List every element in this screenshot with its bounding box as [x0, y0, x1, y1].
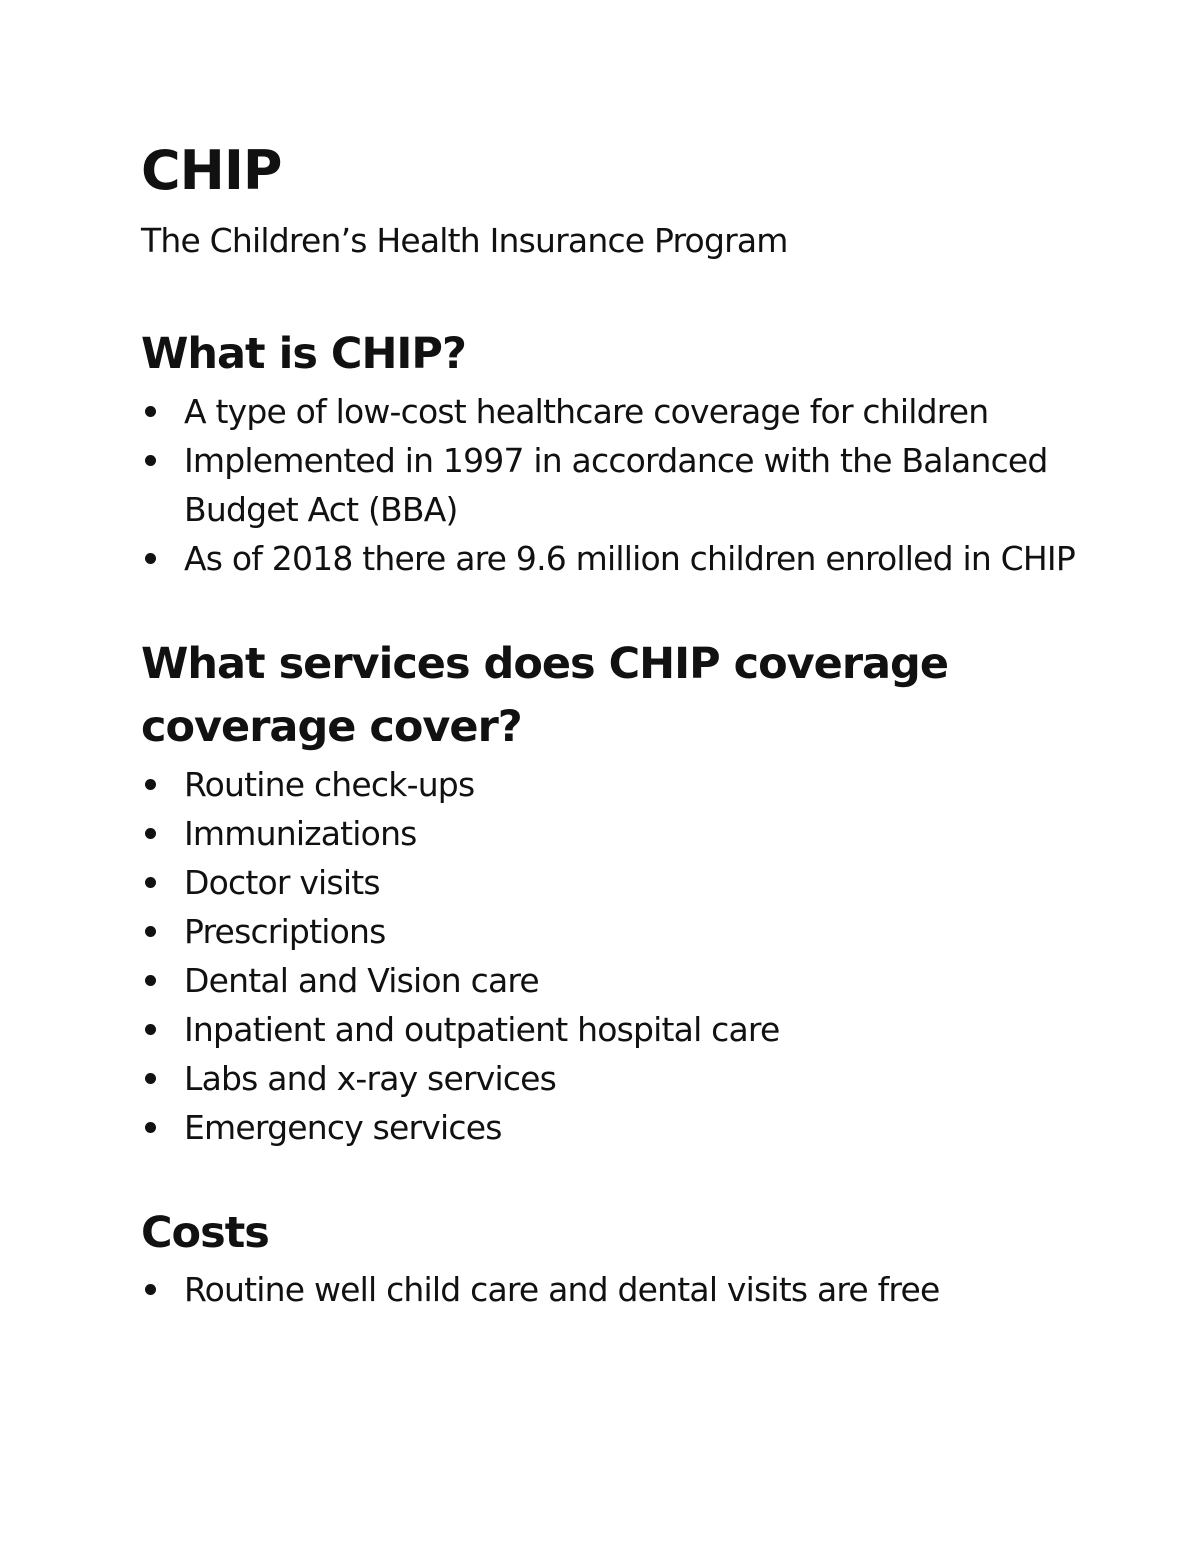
section-services [141, 633, 1081, 1152]
document-title: CHIP [141, 139, 282, 202]
list-item: Labs and x-ray services [141, 1054, 1081, 1103]
section-heading: What is CHIP? [141, 328, 466, 379]
list-item: Dental and Vision care [141, 956, 1081, 1005]
document-subtitle: The Children’s Health Insurance Program [141, 221, 788, 261]
section-heading: Costs [141, 1207, 269, 1258]
list-item: Prescriptions [141, 907, 1081, 956]
section-costs [141, 1202, 1081, 1315]
list-item: Emergency services [141, 1103, 1081, 1152]
list-item: Routine well child care and dental visits are free [141, 1265, 1081, 1314]
list-item: A type of low-cost healthcare coverage for children [141, 387, 1081, 436]
bullet-list [141, 1265, 1081, 1314]
list-item: Inpatient and outpatient hospital care [141, 1005, 1081, 1054]
list-item: Immunizations [141, 809, 1081, 858]
bullet-list [141, 760, 1081, 1152]
bullet-list [141, 387, 1081, 583]
list-item: As of 2018 there are 9.6 million children enrolled in CHIP [141, 534, 1081, 583]
list-item: Doctor visits [141, 858, 1081, 907]
document-page [141, 140, 1081, 1314]
section-what-is-chip [141, 323, 1081, 583]
list-item: Routine check-ups [141, 760, 1081, 809]
section-heading: What services does CHIP coverage coverage cover? [141, 638, 949, 753]
list-item: Implemented in 1997 in accordance with the Balanced Budget Act (BBA) [141, 436, 1081, 534]
